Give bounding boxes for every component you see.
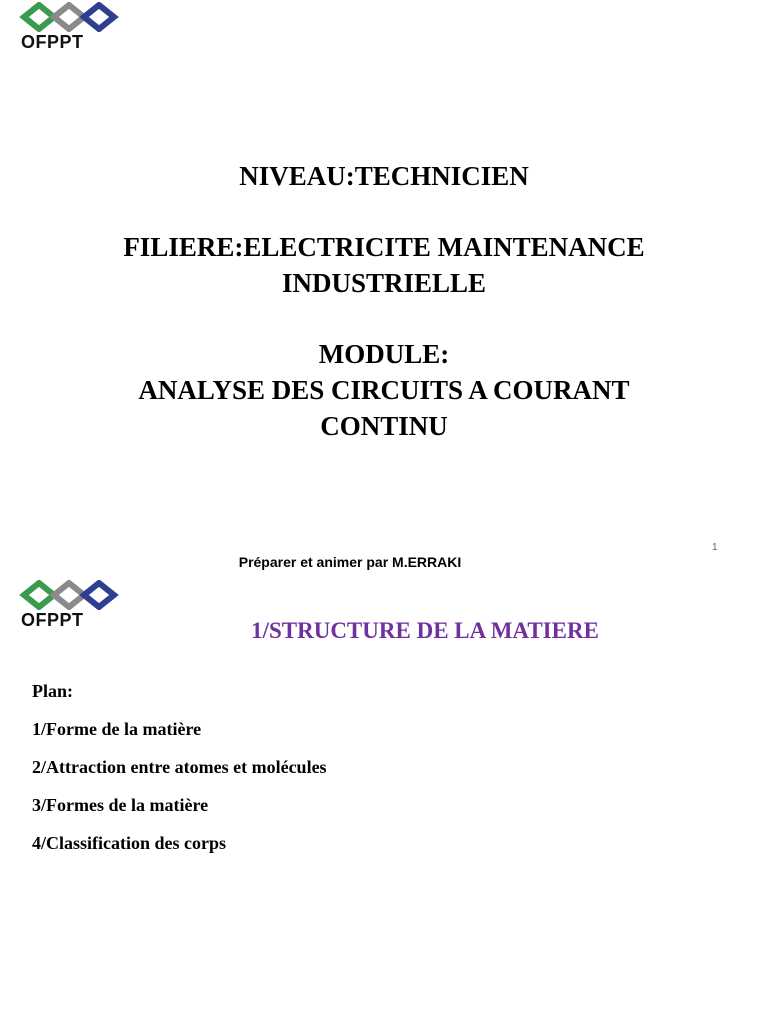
ofppt-logo-icon xyxy=(18,2,140,32)
logo-text: OFPPT xyxy=(21,610,84,630)
ofppt-logo xyxy=(18,2,140,54)
module-title xyxy=(0,336,768,444)
program-title-line: INDUSTRIELLE xyxy=(281,268,487,298)
plan-heading: Plan: xyxy=(32,681,74,701)
plan-item: 4/Classification des corps xyxy=(32,833,227,853)
logo-text: OFPPT xyxy=(21,32,84,52)
module-title-line: ANALYSE DES CIRCUITS A COURANT xyxy=(138,375,630,405)
author-credit: Préparer et animer par M.ERRAKI xyxy=(238,554,462,570)
content-slide xyxy=(0,576,768,1024)
plan-item: 2/Attraction entre atomes et molécules xyxy=(32,757,327,777)
section-title: 1/STRUCTURE DE LA MATIERE xyxy=(251,618,599,643)
plan-item: 1/Forme de la matière xyxy=(32,719,202,739)
ofppt-logo xyxy=(18,580,140,632)
module-title-line: CONTINU xyxy=(320,411,448,441)
slide-number: 1 xyxy=(712,542,718,553)
program-title-line: FILIERE:ELECTRICITE MAINTENANCE xyxy=(123,232,645,262)
level-title: NIVEAU:TECHNICIEN xyxy=(239,161,529,191)
plan-item: 3/Formes de la matière xyxy=(32,795,209,815)
program-title xyxy=(0,229,768,301)
plan-list xyxy=(32,679,327,869)
module-title-line: MODULE: xyxy=(318,339,450,369)
ofppt-logo-icon xyxy=(18,580,140,610)
